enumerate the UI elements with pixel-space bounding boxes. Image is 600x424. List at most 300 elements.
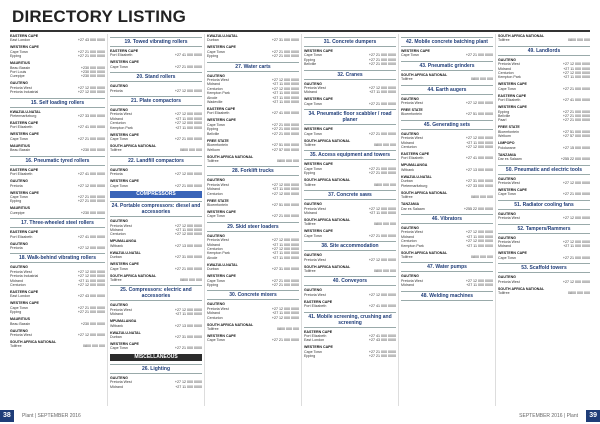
branch-phone[interactable]: +27 11 000 0000 bbox=[369, 90, 396, 95]
directory-entry bbox=[110, 144, 202, 153]
region-name: EASTERN CAPE bbox=[207, 107, 236, 112]
branch-phone[interactable]: +27 21 000 0000 bbox=[562, 118, 590, 123]
branch-phone[interactable]: +27 12 000 0000 bbox=[368, 257, 396, 262]
branch-phone[interactable]: +27 11 000 0000 bbox=[175, 312, 202, 317]
branch-phone[interactable]: +27 21 000 0000 bbox=[174, 183, 202, 188]
region-name: GAUTENG bbox=[207, 178, 225, 183]
directory-column bbox=[10, 34, 105, 406]
branch-phone[interactable]: +27 11 000 0000 bbox=[272, 311, 299, 316]
directory-entry bbox=[498, 82, 590, 91]
directory-entry bbox=[10, 179, 105, 188]
branch-name: Alrode bbox=[207, 95, 218, 100]
branch-phone[interactable]: +27 12 000 0000 bbox=[271, 78, 299, 83]
branch-phone[interactable]: +27 21 000 0000 bbox=[271, 49, 299, 54]
branch-line bbox=[110, 232, 202, 236]
branch-phone[interactable]: +27 11 000 0000 bbox=[272, 95, 299, 100]
category-heading: 38. Site accommodation bbox=[304, 241, 396, 251]
branch-name: Pretoria West bbox=[304, 257, 326, 262]
directory-entry bbox=[498, 236, 590, 249]
region-name: GAUTENG bbox=[304, 202, 322, 207]
branch-phone[interactable]: +27 21 000 0000 bbox=[368, 166, 396, 171]
directory-entry bbox=[10, 144, 105, 153]
branch-name: Tollfree bbox=[304, 143, 316, 148]
category-heading: 34. Pneumatic floor scabbler / road planer bbox=[304, 109, 396, 125]
branch-phone[interactable]: +27 12 000 0000 bbox=[368, 206, 396, 211]
branch-phone[interactable]: +27 12 000 0000 bbox=[77, 85, 105, 90]
branch-phone[interactable]: +27 21 000 0000 bbox=[368, 233, 396, 238]
category-heading: 22. Landfill compactors bbox=[110, 156, 202, 166]
branch-name: Bloemfontein bbox=[498, 129, 519, 134]
region-name: SOUTH AFRICA NATIONAL bbox=[10, 340, 57, 344]
branch-phone[interactable]: +27 11 000 0000 bbox=[272, 100, 299, 105]
directory-entry bbox=[207, 263, 299, 272]
directory-entry bbox=[304, 97, 396, 106]
category-heading: 29. Skid steer loaders bbox=[207, 222, 299, 232]
branch-phone[interactable]: +27 21 000 0000 bbox=[271, 131, 299, 136]
directory-entry bbox=[207, 178, 299, 196]
directory-entry bbox=[110, 376, 202, 389]
section-band: COMPRESSORS bbox=[110, 191, 202, 198]
branch-name: Beau Bassin bbox=[10, 65, 31, 70]
branch-name: Tollfree bbox=[401, 254, 413, 259]
region-name: KWAZULU-NATAL bbox=[207, 34, 238, 38]
branch-phone[interactable]: +27 12 000 0000 bbox=[368, 86, 396, 91]
category-heading: 37. Concrete saws bbox=[304, 190, 396, 200]
page-number-left: 38 bbox=[0, 410, 14, 422]
branch-phone[interactable]: +27 12 000 0000 bbox=[562, 216, 590, 221]
directory-entry bbox=[10, 132, 105, 141]
branch-phone[interactable]: +27 12 000 0000 bbox=[174, 307, 202, 312]
branch-name: Durban bbox=[207, 38, 219, 43]
branch-phone[interactable]: +27 21 000 0000 bbox=[77, 199, 105, 204]
branch-phone[interactable]: +230 000 0000 bbox=[80, 210, 105, 215]
directory-entry bbox=[498, 141, 590, 150]
branch-name: Pretoria West bbox=[401, 101, 423, 106]
branch-line bbox=[207, 111, 299, 115]
branch-phone[interactable]: +27 21 000 0000 bbox=[562, 114, 590, 119]
region-name: WESTERN CAPE bbox=[110, 341, 139, 346]
directory-entry bbox=[207, 34, 299, 43]
region-name: KWAZULU-NATAL bbox=[110, 330, 141, 335]
branch-phone[interactable]: +230 000 0000 bbox=[80, 70, 105, 75]
branch-line bbox=[10, 148, 105, 152]
branch-phone[interactable]: +230 000 0000 bbox=[80, 74, 105, 79]
branch-phone[interactable]: +27 57 000 0000 bbox=[562, 134, 590, 139]
branch-phone[interactable]: +27 21 000 0000 bbox=[271, 54, 299, 59]
branch-line bbox=[110, 385, 202, 389]
branch-phone[interactable]: +27 21 000 0000 bbox=[368, 131, 396, 136]
branch-phone[interactable]: +27 21 000 0000 bbox=[271, 283, 299, 287]
branch-phone[interactable]: +27 11 000 0000 bbox=[466, 243, 493, 248]
branch-name: Pretoria West bbox=[498, 180, 520, 185]
branch-phone[interactable]: +27 12 000 0000 bbox=[174, 112, 202, 117]
branch-name: Cape Town bbox=[304, 131, 322, 136]
branch-phone[interactable]: +27 11 000 0000 bbox=[272, 242, 299, 247]
branch-line bbox=[110, 148, 202, 152]
branch-phone[interactable]: +27 12 000 0000 bbox=[562, 71, 590, 76]
branch-line bbox=[304, 171, 396, 175]
region-name: GAUTENG bbox=[498, 211, 516, 216]
branch-phone[interactable]: +27 21 000 0000 bbox=[271, 214, 299, 219]
branch-phone[interactable]: +27 33 000 0000 bbox=[465, 183, 493, 188]
branch-phone[interactable]: +27 41 000 0000 bbox=[77, 172, 105, 177]
category-heading: 28. Forklift trucks bbox=[207, 166, 299, 176]
region-name: GAUTENG bbox=[304, 81, 322, 86]
region-name: GAUTENG bbox=[207, 233, 225, 238]
branch-phone[interactable]: +27 13 000 0000 bbox=[174, 323, 202, 328]
branch-phone[interactable]: +27 21 000 0000 bbox=[271, 278, 299, 283]
directory-entry bbox=[207, 107, 299, 116]
branch-phone[interactable]: 0800 000 000 bbox=[180, 277, 202, 282]
branch-phone[interactable]: +27 11 000 0000 bbox=[563, 244, 590, 249]
branch-name: Epping bbox=[304, 354, 316, 359]
branch-phone[interactable]: +255 22 000 0000 bbox=[560, 157, 590, 162]
directory-entry bbox=[401, 251, 493, 260]
branch-phone[interactable]: +27 12 000 0000 bbox=[77, 183, 105, 188]
branch-phone[interactable]: +27 11 000 0000 bbox=[466, 234, 493, 239]
branch-phone[interactable]: +27 12 000 0000 bbox=[465, 239, 493, 244]
branch-phone[interactable]: +27 12 000 0000 bbox=[465, 145, 493, 150]
branch-name: Pretoria West bbox=[498, 62, 520, 67]
branch-phone[interactable]: +27 41 000 0000 bbox=[271, 111, 299, 116]
branch-name: Durban bbox=[110, 255, 122, 260]
category-heading: 24. Portable compressors: diesel and accessories bbox=[111, 203, 201, 216]
region-name: WESTERN CAPE bbox=[10, 190, 39, 195]
branch-line bbox=[10, 38, 105, 42]
branch-name: Port Elizabeth bbox=[10, 234, 33, 239]
branch-phone[interactable]: +27 51 000 0000 bbox=[465, 112, 493, 117]
branch-phone[interactable]: +27 12 000 0000 bbox=[271, 238, 299, 243]
branch-name: Pretoria West bbox=[110, 380, 132, 385]
branch-phone[interactable]: +27 12 000 0000 bbox=[174, 380, 202, 385]
branch-name: Cape Town bbox=[207, 122, 225, 127]
branch-phone[interactable]: +27 33 000 0000 bbox=[77, 114, 105, 119]
directory-entry bbox=[207, 74, 299, 105]
branch-name: Port Elizabeth bbox=[10, 172, 33, 177]
branch-phone[interactable]: +27 21 000 0000 bbox=[368, 354, 396, 359]
branch-name: Midrand bbox=[498, 66, 511, 71]
region-name: WESTERN CAPE bbox=[207, 45, 236, 50]
branch-phone[interactable]: +27 11 000 0000 bbox=[175, 384, 202, 389]
branch-phone[interactable]: +27 21 000 0000 bbox=[77, 136, 105, 141]
branch-line bbox=[401, 283, 493, 287]
branch-phone[interactable]: +27 51 000 0000 bbox=[271, 202, 299, 207]
branch-phone[interactable]: +230 000 0000 bbox=[80, 65, 105, 70]
branch-name: Cape Town bbox=[207, 278, 225, 283]
branch-phone[interactable]: 0800 000 000 bbox=[180, 148, 202, 153]
directory-entry bbox=[498, 105, 590, 123]
branch-phone[interactable]: +27 12 000 0000 bbox=[465, 230, 493, 235]
category-heading: 20. Stand rollers bbox=[110, 72, 202, 82]
branch-phone[interactable]: +27 12 000 0000 bbox=[271, 182, 299, 187]
branch-phone[interactable]: +27 12 000 0000 bbox=[562, 180, 590, 185]
category-heading: 31. Concrete dumpers bbox=[304, 37, 396, 47]
region-name: TANZANIA bbox=[498, 152, 517, 157]
branch-line bbox=[110, 53, 202, 57]
branch-name: Durban bbox=[401, 179, 413, 184]
branch-phone[interactable]: +27 12 000 0000 bbox=[465, 278, 493, 283]
category-heading: 27. Water carts bbox=[207, 62, 299, 72]
branch-phone[interactable]: +27 21 000 0000 bbox=[368, 62, 396, 67]
branch-line bbox=[110, 126, 202, 130]
directory-entry bbox=[110, 108, 202, 130]
region-name: GAUTENG bbox=[401, 225, 419, 230]
branch-line bbox=[401, 184, 493, 188]
branch-phone[interactable]: +27 11 000 0000 bbox=[369, 210, 396, 215]
branch-phone[interactable]: +27 21 000 0000 bbox=[271, 338, 299, 343]
directory-entry bbox=[10, 230, 105, 239]
branch-phone[interactable]: +27 12 000 0000 bbox=[174, 223, 202, 228]
branch-phone[interactable]: +27 21 000 0000 bbox=[77, 54, 105, 59]
branch-phone[interactable]: +27 12 000 0000 bbox=[271, 191, 299, 196]
directory-entry bbox=[207, 302, 299, 320]
branch-line bbox=[304, 211, 396, 215]
branch-name: East London bbox=[10, 294, 31, 299]
branch-line bbox=[10, 74, 105, 78]
region-name: SOUTH AFRICA NATIONAL bbox=[498, 34, 545, 38]
branch-phone[interactable]: +27 43 000 0000 bbox=[77, 38, 105, 43]
branch-name: Durban bbox=[110, 334, 122, 339]
branch-phone[interactable]: +27 12 000 0000 bbox=[77, 90, 105, 95]
branch-phone[interactable]: +27 12 000 0000 bbox=[77, 274, 105, 279]
branch-name: Centurion bbox=[207, 86, 223, 91]
branch-line bbox=[10, 283, 105, 287]
branch-line bbox=[207, 159, 299, 163]
branch-phone[interactable]: +27 31 000 0000 bbox=[174, 255, 202, 260]
branch-phone[interactable]: 0800 000 000 bbox=[374, 268, 396, 273]
region-name: WESTERN CAPE bbox=[10, 301, 39, 306]
directory-entry bbox=[401, 274, 493, 287]
branch-phone[interactable]: +27 21 000 0000 bbox=[271, 122, 299, 127]
region-name: LIMPOPO bbox=[498, 141, 515, 146]
branch-phone[interactable]: +27 12 000 0000 bbox=[174, 121, 202, 126]
branch-phone[interactable]: 0800 000 000 bbox=[374, 143, 396, 148]
branch-phone[interactable]: 0800 000 000 bbox=[568, 38, 590, 43]
directory-entry bbox=[304, 162, 396, 175]
category-heading: 43. Pneumatic grinders bbox=[401, 61, 493, 71]
branch-phone[interactable]: +27 11 000 0000 bbox=[175, 227, 202, 232]
branch-name: Pretoria West bbox=[304, 206, 326, 211]
branch-phone[interactable]: +27 11 000 0000 bbox=[466, 283, 493, 288]
branch-phone[interactable]: +27 12 000 0000 bbox=[562, 239, 590, 244]
directory-entry bbox=[304, 288, 396, 297]
branch-phone[interactable]: +27 43 000 0000 bbox=[77, 294, 105, 299]
branch-phone[interactable]: +27 21 000 0000 bbox=[77, 194, 105, 199]
branch-phone[interactable]: +27 11 000 0000 bbox=[563, 66, 590, 71]
page-number-right: 39 bbox=[586, 410, 600, 422]
branch-phone[interactable]: +27 12 000 0000 bbox=[174, 88, 202, 93]
branch-phone[interactable]: +27 12 000 0000 bbox=[271, 306, 299, 311]
directory-entry bbox=[498, 188, 590, 197]
branch-line bbox=[10, 199, 105, 203]
region-name: GAUTENG bbox=[110, 167, 128, 172]
branch-phone[interactable]: +27 21 000 0000 bbox=[465, 53, 493, 58]
branch-phone[interactable]: +27 31 000 0000 bbox=[271, 38, 299, 43]
region-name: SOUTH AFRICA NATIONAL bbox=[401, 250, 448, 255]
branch-name: Midrand bbox=[207, 242, 220, 247]
branch-phone[interactable]: +27 21 000 0000 bbox=[77, 310, 105, 315]
branch-phone[interactable]: 0800 000 000 bbox=[568, 290, 590, 295]
branch-phone[interactable]: +27 41 000 0000 bbox=[77, 234, 105, 239]
branch-phone[interactable]: +27 41 000 0000 bbox=[562, 98, 590, 103]
branch-phone[interactable]: +27 12 000 0000 bbox=[368, 292, 396, 297]
branch-phone[interactable]: +27 21 000 0000 bbox=[174, 346, 202, 351]
branch-phone[interactable]: +27 12 000 0000 bbox=[174, 232, 202, 237]
branch-phone[interactable]: +27 41 000 0000 bbox=[465, 156, 493, 161]
directory-entry bbox=[10, 81, 105, 94]
branch-line bbox=[10, 90, 105, 94]
branch-phone[interactable]: +27 21 000 0000 bbox=[368, 101, 396, 106]
branch-phone[interactable]: +27 31 000 0000 bbox=[174, 334, 202, 339]
branch-phone[interactable]: +27 21 000 0000 bbox=[368, 171, 396, 176]
branch-phone[interactable]: 0800 000 000 bbox=[277, 327, 299, 332]
branch-phone[interactable]: +27 21 000 0000 bbox=[368, 57, 396, 62]
branch-name: Midrand bbox=[304, 90, 317, 95]
branch-name: Pretoria West bbox=[207, 238, 229, 243]
branch-phone[interactable]: +27 13 000 0000 bbox=[465, 167, 493, 172]
directory-entry bbox=[498, 153, 590, 162]
branch-phone[interactable]: 0800 000 000 bbox=[83, 344, 105, 349]
branch-line bbox=[207, 192, 299, 196]
category-heading: 32. Cranes bbox=[304, 70, 396, 80]
branch-phone[interactable]: 0800 000 000 bbox=[277, 158, 299, 163]
directory-entry bbox=[304, 178, 396, 187]
branch-phone[interactable]: 0800 000 000 bbox=[471, 195, 493, 200]
branch-phone[interactable]: +27 12 000 0000 bbox=[562, 279, 590, 284]
branch-phone[interactable]: 0800 000 000 bbox=[471, 254, 493, 259]
directory-entry bbox=[207, 199, 299, 208]
branch-phone[interactable]: +27 21 000 0000 bbox=[562, 109, 590, 114]
branch-phone[interactable]: +27 11 000 0000 bbox=[466, 140, 493, 145]
branch-phone[interactable]: +27 13 000 0000 bbox=[174, 243, 202, 248]
branch-phone[interactable]: +27 12 000 0000 bbox=[77, 245, 105, 250]
region-name: WESTERN CAPE bbox=[304, 162, 333, 167]
branch-phone[interactable]: +27 21 000 0000 bbox=[174, 266, 202, 271]
branch-phone[interactable]: +27 12 000 0000 bbox=[271, 315, 299, 320]
branch-phone[interactable]: +27 12 000 0000 bbox=[562, 62, 590, 67]
branch-line bbox=[304, 143, 396, 147]
branch-phone[interactable]: +27 12 000 0000 bbox=[465, 101, 493, 106]
directory-columns bbox=[10, 34, 590, 406]
branch-name: Bellville bbox=[498, 114, 511, 119]
branch-line bbox=[498, 256, 590, 260]
branch-phone[interactable]: +27 31 000 0000 bbox=[465, 179, 493, 184]
branch-phone[interactable]: +27 11 000 0000 bbox=[563, 75, 590, 80]
branch-name: Port Elizabeth bbox=[304, 304, 327, 309]
region-name: GAUTENG bbox=[10, 265, 28, 270]
branch-phone[interactable]: +27 41 000 0000 bbox=[368, 304, 396, 309]
branch-name: Pretoria West bbox=[304, 86, 326, 91]
branch-phone[interactable]: +27 15 000 0000 bbox=[562, 145, 590, 150]
branch-phone[interactable]: +27 11 000 0000 bbox=[272, 255, 299, 260]
branch-phone[interactable]: +27 11 000 0000 bbox=[272, 91, 299, 96]
branch-phone[interactable]: +27 11 000 0000 bbox=[175, 116, 202, 121]
branch-name: Midrand bbox=[401, 283, 414, 288]
branch-phone[interactable]: +27 12 000 0000 bbox=[271, 246, 299, 251]
directory-column bbox=[204, 34, 299, 406]
branch-phone[interactable]: +27 12 000 0000 bbox=[174, 172, 202, 177]
branch-phone[interactable]: +27 21 000 0000 bbox=[562, 86, 590, 91]
branch-line bbox=[401, 156, 493, 160]
branch-phone[interactable]: +27 21 000 0000 bbox=[368, 53, 396, 58]
branch-line bbox=[304, 222, 396, 226]
branch-phone[interactable]: +230 000 0000 bbox=[80, 321, 105, 326]
branch-phone[interactable]: +27 57 000 0000 bbox=[271, 147, 299, 152]
branch-phone[interactable]: +27 11 000 0000 bbox=[78, 278, 105, 283]
branch-phone[interactable]: +27 21 000 0000 bbox=[77, 305, 105, 310]
branch-name: Pretoria West bbox=[401, 230, 423, 235]
branch-line bbox=[207, 283, 299, 287]
branch-phone[interactable]: +27 41 000 0000 bbox=[368, 333, 396, 338]
branch-phone[interactable]: +27 21 000 0000 bbox=[174, 64, 202, 69]
branch-phone[interactable]: +27 51 000 0000 bbox=[271, 143, 299, 148]
branch-phone[interactable]: +27 11 000 0000 bbox=[272, 187, 299, 192]
branch-phone[interactable]: +230 000 0000 bbox=[80, 148, 105, 153]
region-name: GAUTENG bbox=[498, 176, 516, 181]
branch-phone[interactable]: +27 21 000 0000 bbox=[562, 255, 590, 260]
branch-phone[interactable]: +27 11 000 0000 bbox=[175, 125, 202, 130]
region-name: EASTERN CAPE bbox=[10, 167, 39, 172]
branch-phone[interactable]: +27 12 000 0000 bbox=[77, 282, 105, 287]
branch-phone[interactable]: 0800 000 000 bbox=[471, 77, 493, 82]
branch-phone[interactable]: +27 43 000 0000 bbox=[368, 338, 396, 343]
branch-name: Tollfree bbox=[304, 268, 316, 273]
branch-name: Cape Town bbox=[110, 346, 128, 351]
branch-phone[interactable]: +27 31 000 0000 bbox=[271, 267, 299, 272]
directory-entry bbox=[304, 139, 396, 148]
branch-phone[interactable]: +27 12 000 0000 bbox=[77, 333, 105, 337]
branch-phone[interactable]: +27 21 000 0000 bbox=[77, 49, 105, 54]
branch-phone[interactable]: 0800 000 000 bbox=[374, 182, 396, 187]
branch-name: Tollfree bbox=[304, 222, 316, 227]
branch-phone[interactable]: +255 22 000 0000 bbox=[463, 206, 493, 211]
branch-name: Kempton Park bbox=[207, 91, 230, 96]
branch-name: Tollfree bbox=[10, 344, 22, 349]
branch-name: Centurion bbox=[401, 145, 417, 150]
branch-phone[interactable]: +27 41 000 0000 bbox=[77, 125, 105, 130]
branch-phone[interactable]: +27 11 000 0000 bbox=[272, 82, 299, 87]
page-footer bbox=[0, 410, 600, 424]
branch-name: East London bbox=[10, 38, 31, 43]
directory-entry bbox=[498, 287, 590, 296]
branch-phone[interactable]: +27 21 000 0000 bbox=[271, 127, 299, 132]
branch-phone[interactable]: +27 12 000 0000 bbox=[77, 269, 105, 274]
branch-phone[interactable]: +27 21 000 0000 bbox=[174, 137, 202, 142]
region-name: EASTERN CAPE bbox=[304, 299, 333, 304]
branch-phone[interactable]: +27 41 000 0000 bbox=[174, 53, 202, 58]
branch-name: Centurion bbox=[10, 282, 26, 287]
branch-phone[interactable]: +27 21 000 0000 bbox=[368, 349, 396, 354]
branch-phone[interactable]: +27 11 000 0000 bbox=[272, 251, 299, 256]
directory-entry bbox=[304, 202, 396, 215]
region-name: GAUTENG bbox=[10, 328, 28, 333]
branch-phone[interactable]: 0800 000 000 bbox=[374, 222, 396, 227]
branch-phone[interactable]: +27 12 000 0000 bbox=[465, 136, 493, 141]
branch-name: Cape Town bbox=[10, 49, 28, 54]
branch-phone[interactable]: +27 51 000 0000 bbox=[562, 129, 590, 134]
region-name: GAUTENG bbox=[207, 302, 225, 307]
directory-entry bbox=[207, 139, 299, 152]
branch-phone[interactable]: +27 12 000 0000 bbox=[271, 86, 299, 91]
directory-entry bbox=[304, 345, 396, 358]
region-name: SOUTH AFRICA NATIONAL bbox=[304, 138, 351, 143]
directory-entry bbox=[207, 323, 299, 332]
category-heading: 18. Walk-behind vibrating rollers bbox=[10, 253, 105, 263]
directory-entry bbox=[304, 82, 396, 95]
branch-phone[interactable]: +27 21 000 0000 bbox=[562, 192, 590, 197]
branch-name: Epping bbox=[304, 57, 316, 62]
directory-column bbox=[398, 34, 493, 406]
